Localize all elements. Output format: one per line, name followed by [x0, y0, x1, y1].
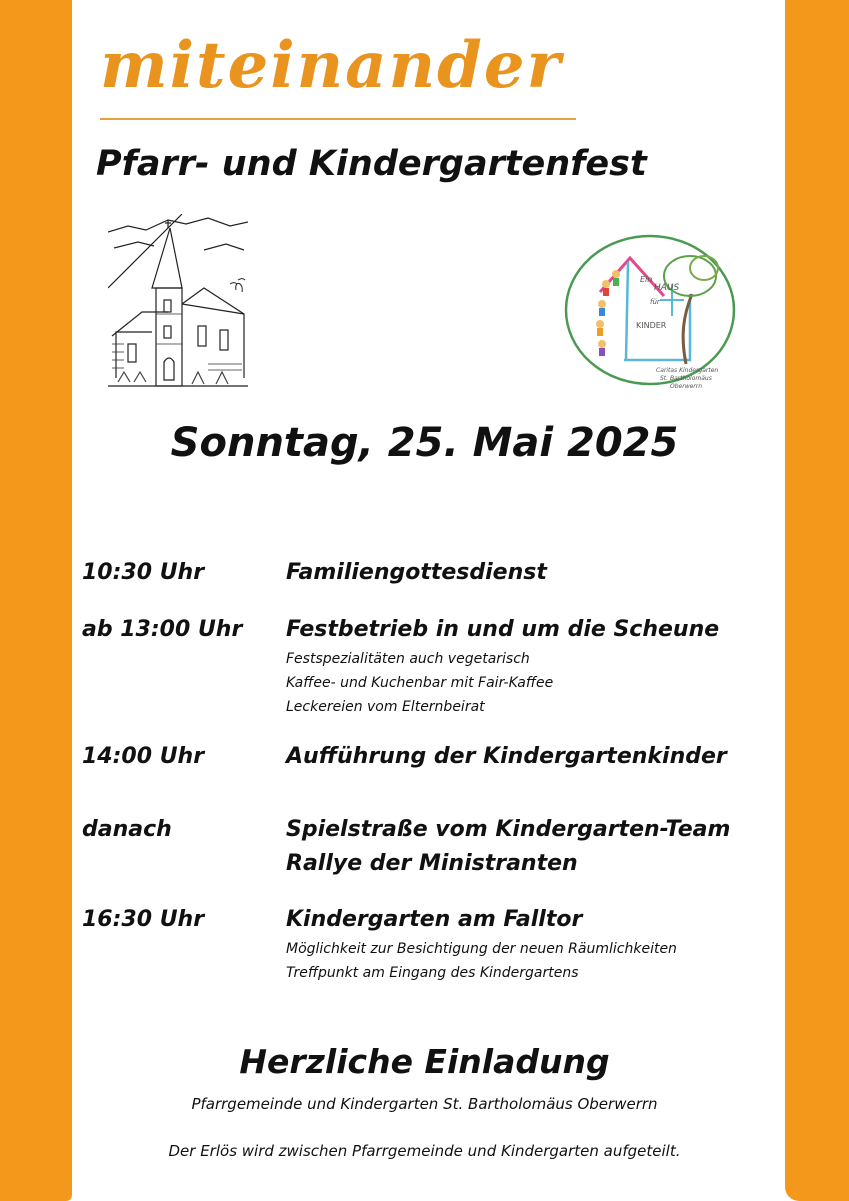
logo-line-3: für: [650, 298, 660, 306]
page-subtitle: Pfarr- und Kindergartenfest: [96, 144, 647, 184]
logo-line-4: KINDER: [636, 321, 667, 330]
logo-caption-3: Oberwerrn: [670, 383, 703, 390]
schedule-detail: Leckereien vom Elternbeirat: [286, 699, 485, 715]
logo-line-1: Ein: [640, 275, 653, 284]
brand-title: miteinander: [100, 28, 563, 103]
invitation-heading: Herzliche Einladung: [239, 1042, 610, 1081]
organizer-line: Pfarrgemeinde und Kindergarten St. Bartholomäus Oberwerrn: [191, 1095, 658, 1113]
right-orange-band: [785, 0, 849, 1201]
church-illustration: [108, 214, 248, 392]
schedule-title: Spielstraße vom Kindergarten-Team: [286, 817, 731, 842]
event-date: Sonntag, 25. Mai 2025: [170, 420, 679, 466]
schedule-time: 10:30 Uhr: [82, 560, 205, 585]
logo-caption-1: Caritas Kindergarten: [656, 367, 719, 374]
schedule-title: Aufführung der Kindergartenkinder: [286, 744, 727, 769]
schedule-detail: Festspezialitäten auch vegetarisch: [286, 651, 530, 667]
schedule-time: 16:30 Uhr: [82, 907, 205, 932]
schedule-title: Kindergarten am Falltor: [286, 907, 583, 932]
schedule-detail: Möglichkeit zur Besichtigung der neuen Räumlichkeiten: [286, 941, 677, 957]
schedule-time: danach: [82, 817, 172, 842]
schedule-title: Festbetrieb in und um die Scheune: [286, 617, 720, 642]
schedule-title-2: Rallye der Ministranten: [286, 851, 578, 876]
kindergarten-logo: [560, 224, 740, 394]
schedule-time: ab 13:00 Uhr: [82, 617, 243, 642]
schedule-detail: Kaffee- und Kuchenbar mit Fair-Kaffee: [286, 675, 554, 691]
logo-line-2: HAUS: [654, 283, 680, 293]
logo-caption-2: St. Bartholomäus: [660, 375, 712, 382]
proceeds-note: Der Erlös wird zwischen Pfarrgemeinde und Kindergarten aufgeteilt.: [168, 1142, 681, 1160]
left-orange-band: [0, 0, 72, 1201]
brand-underline: [100, 118, 576, 120]
schedule-detail: Treffpunkt am Eingang des Kindergartens: [286, 965, 579, 981]
schedule-time: 14:00 Uhr: [82, 744, 205, 769]
schedule-title: Familiengottesdienst: [286, 560, 547, 585]
